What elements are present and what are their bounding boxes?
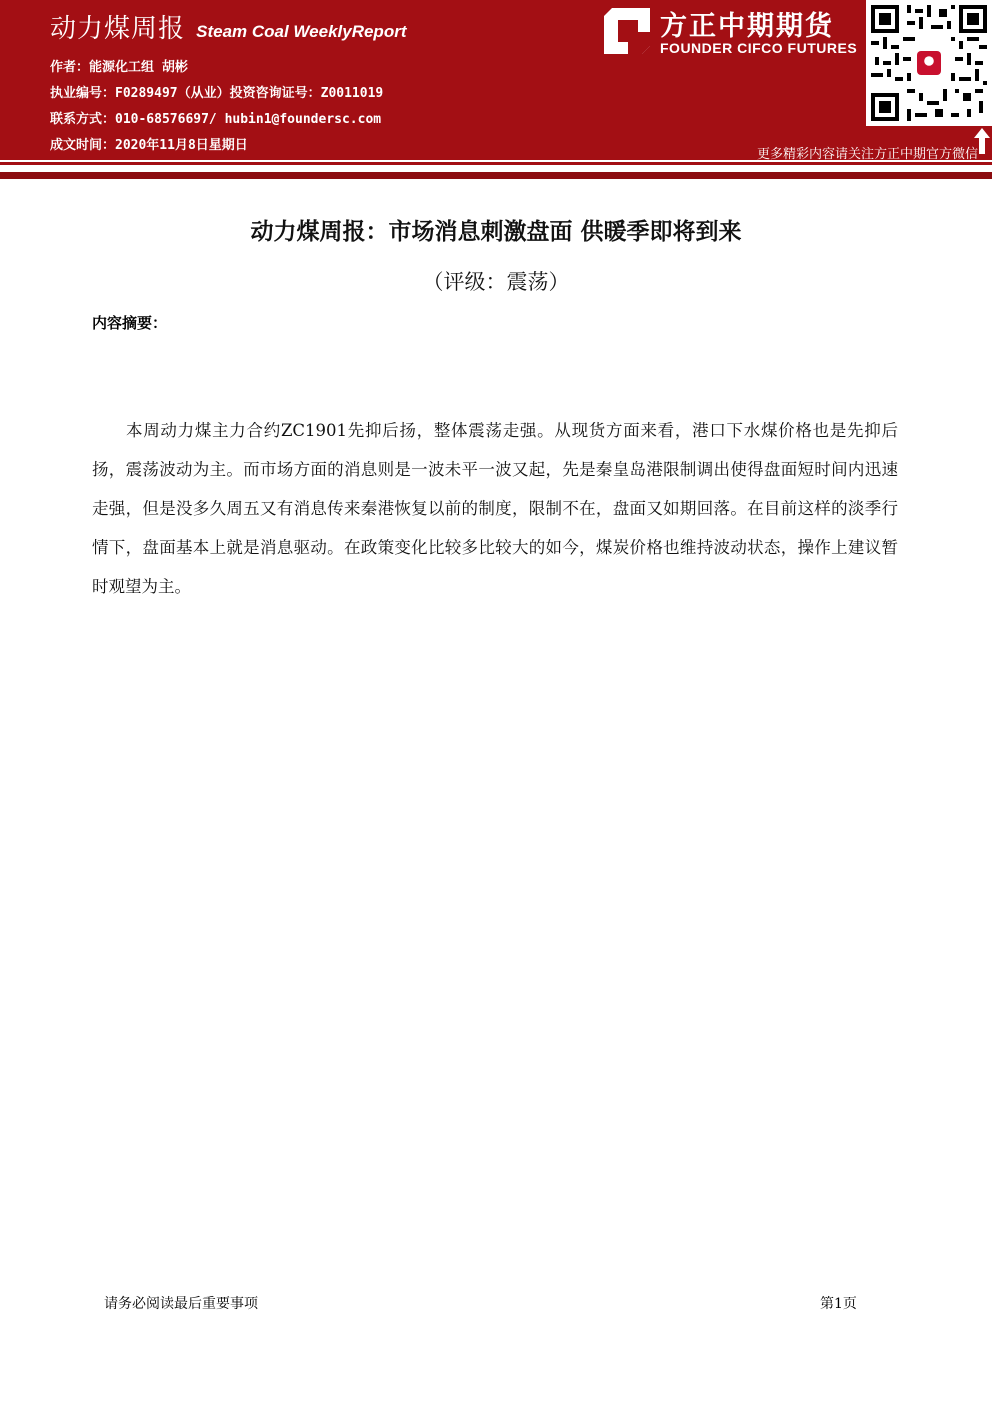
author-line: 作者：能源化工组 胡彬 <box>50 60 188 75</box>
header-divider <box>0 162 992 165</box>
footer-disclaimer: 请务必阅读最后重要事项 <box>104 1296 258 1312</box>
date-line: 成文时间：2020年11月8日星期日 <box>50 138 248 153</box>
summary-label: 内容摘要： <box>92 314 168 332</box>
follow-wechat-text: 更多精彩内容请关注方正中期官方微信 <box>756 147 978 162</box>
report-name-cn: 动力煤周报 <box>50 14 186 44</box>
company-name-cn: 方正中期期货 <box>660 11 834 42</box>
summary-paragraph: 本周动力煤主力合约ZC1901先抑后扬，整体震荡走强。从现货方面来看，港口下水煤价格也是先抑后扬，震荡波动为主。而市场方面的消息则是一波未平一波又起，先是秦皇岛港限制调出使得盘面短时间内迅速走强，但是没多久周五又有消息传来秦港恢复以前的制度，限制不在，盘面又如期回落。在目前这样的淡季行情下，盘面基本上就是消息驱动。在政策变化比较多比较大的如今，煤炭价格也维持波动状态，操作上建议暂时观望为主。 <box>92 421 898 596</box>
license-line: 执业编号：F0289497（从业）投资咨询证号：Z0011019 <box>50 86 384 101</box>
qr-code-icon <box>871 5 987 121</box>
company-name-en: FOUNDER CIFCO FUTURES <box>660 40 858 56</box>
report-brand <box>50 8 406 45</box>
report-name-en: Steam Coal WeeklyReport <box>196 22 407 41</box>
page-number: 第1页 <box>820 1296 857 1312</box>
wechat-qr-code[interactable] <box>866 0 992 126</box>
header-divider-thick <box>0 172 992 179</box>
rating: （评级：震荡） <box>422 270 570 294</box>
document-title: 动力煤周报：市场消息刺激盘面 供暖季即将到来 <box>250 219 742 245</box>
report-header <box>0 0 992 160</box>
company-logo-icon <box>604 8 650 54</box>
contact-line[interactable]: 联系方式：010-68576697/ hubin1@foundersc.com <box>50 112 382 127</box>
